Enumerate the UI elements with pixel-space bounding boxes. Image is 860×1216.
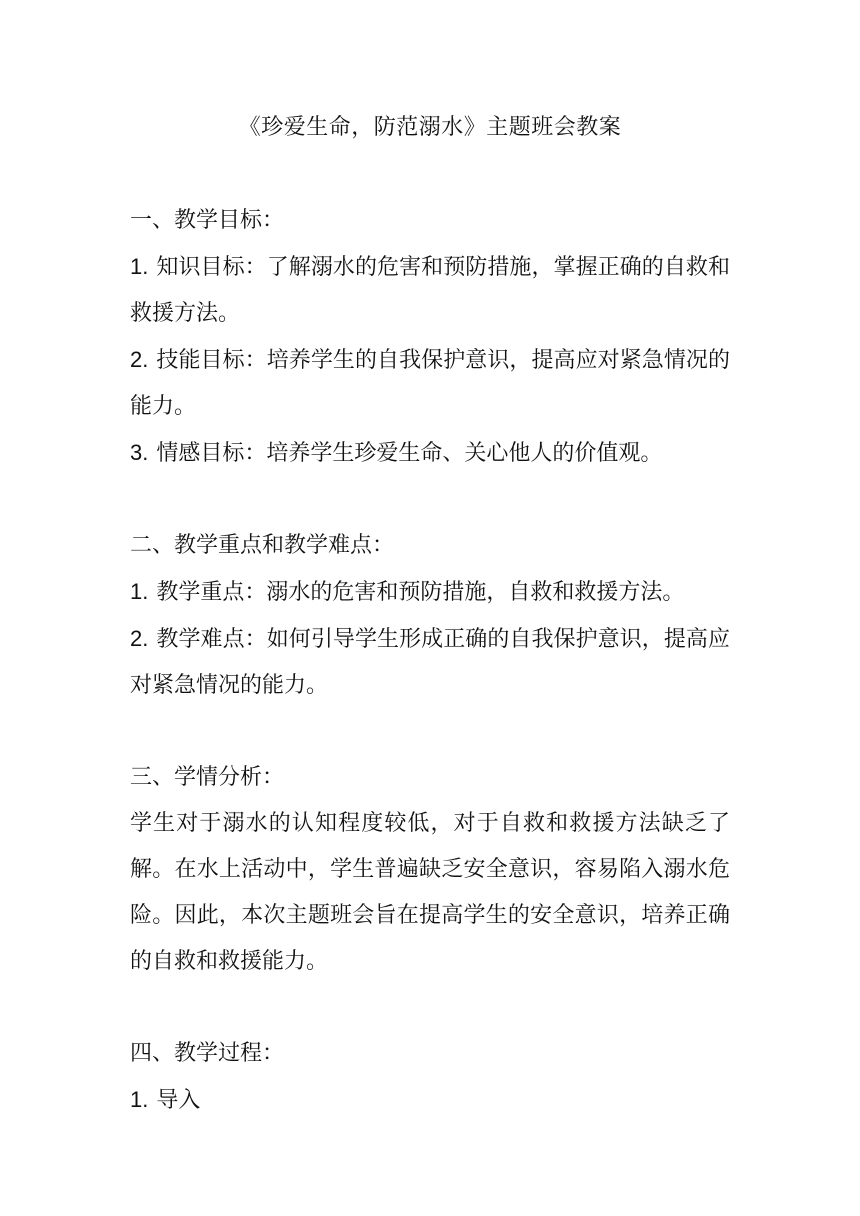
- item-text: 教学重点：溺水的危害和预防措施，自救和救援方法。: [156, 580, 685, 605]
- list-item: [130, 430, 730, 477]
- list-item: [130, 569, 730, 616]
- section-student-analysis: [130, 755, 730, 985]
- item-number: 1.: [130, 579, 149, 604]
- item-text: 情感目标：培养学生珍爱生命、关心他人的价值观。: [156, 441, 663, 466]
- section-heading: 二、教学重点和教学难点：: [130, 533, 395, 558]
- section-heading: 三、学情分析：: [130, 765, 285, 790]
- section-spacer: [130, 477, 730, 523]
- item-number: 1.: [130, 254, 149, 279]
- document-title: 《珍爱生命，防范溺水》主题班会教案: [238, 115, 622, 140]
- item-text: 教学难点：如何引导学生形成正确的自我保护意识，提高应对紧急情况的能力。: [130, 627, 730, 698]
- list-item: [130, 1077, 730, 1124]
- item-number: 2.: [130, 347, 149, 372]
- list-item: [130, 616, 730, 709]
- section-teaching-objectives: [130, 198, 730, 477]
- section-key-points: [130, 523, 730, 709]
- section-spacer: [130, 985, 730, 1031]
- list-item: [130, 337, 730, 430]
- item-number: 2.: [130, 626, 149, 651]
- section-heading: 一、教学目标：: [130, 208, 285, 233]
- item-number: 3.: [130, 440, 149, 465]
- section-teaching-process: [130, 1031, 730, 1124]
- item-text: 知识目标：了解溺水的危害和预防措施，掌握正确的自救和救援方法。: [130, 255, 730, 326]
- item-number: 1.: [130, 1087, 149, 1112]
- section-spacer: [130, 709, 730, 755]
- item-text: 导入: [156, 1088, 201, 1113]
- paragraph: 学生对于溺水的认知程度较低，对于自救和救援方法缺乏了解。在水上活动中，学生普遍缺乏安全意识，容易陷入溺水危险。因此，本次主题班会旨在提高学生的安全意识，培养正确的自救和救援能力。: [130, 811, 730, 974]
- list-item: [130, 244, 730, 337]
- item-text: 技能目标：培养学生的自我保护意识，提高应对紧急情况的能力。: [130, 348, 730, 419]
- section-heading: 四、教学过程：: [130, 1041, 285, 1066]
- document-body: [130, 198, 730, 1124]
